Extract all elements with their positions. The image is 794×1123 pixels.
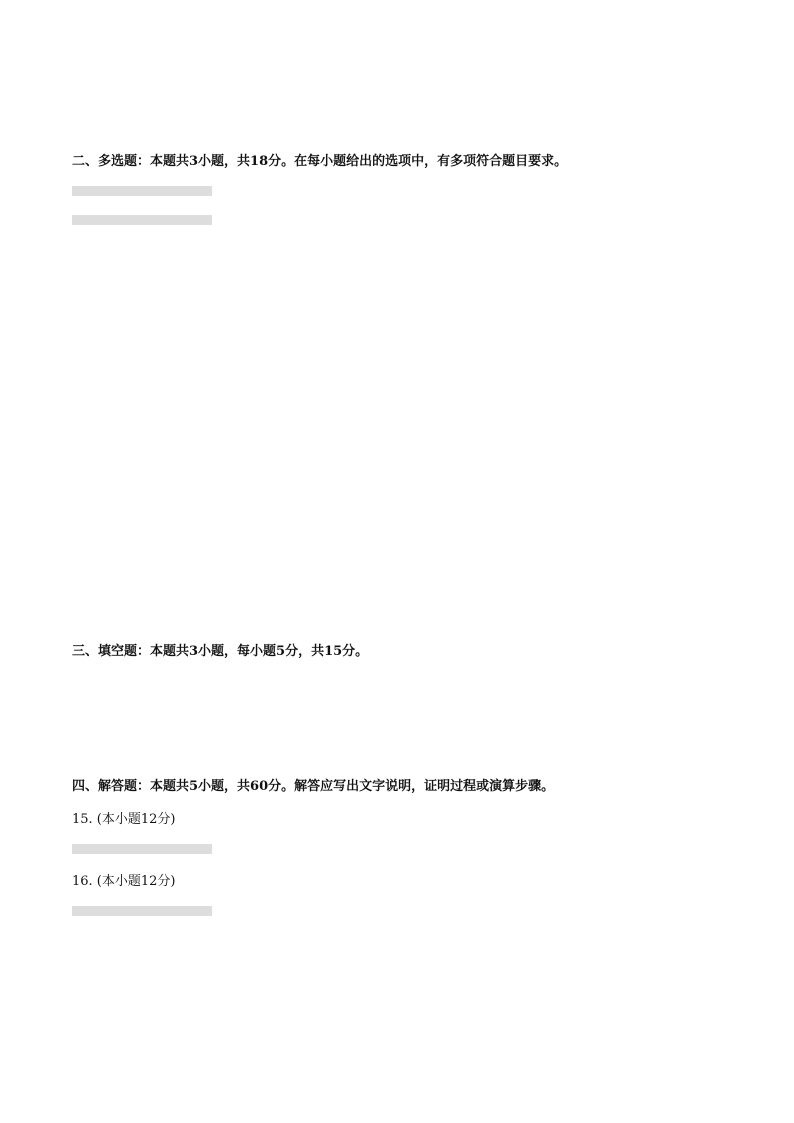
section-4-heading: 四、解答题：本题共5小题，共60分。解答应写出文字说明，证明过程或演算步骤。 15. (本小题12分) 16. (本小题12分) xyxy=(72,775,722,932)
section-2-heading: 二、多选题：本题共3小题，共18分。在每小题给出的选项中，有多项符合题目要求。 xyxy=(72,150,722,241)
q15-title: 15. (本小题12分) xyxy=(72,812,176,827)
q16-title: 16. (本小题12分) xyxy=(72,874,176,889)
section-3-heading: 三、填空题：本题共3小题，每小题5分，共15分。 xyxy=(72,644,369,659)
